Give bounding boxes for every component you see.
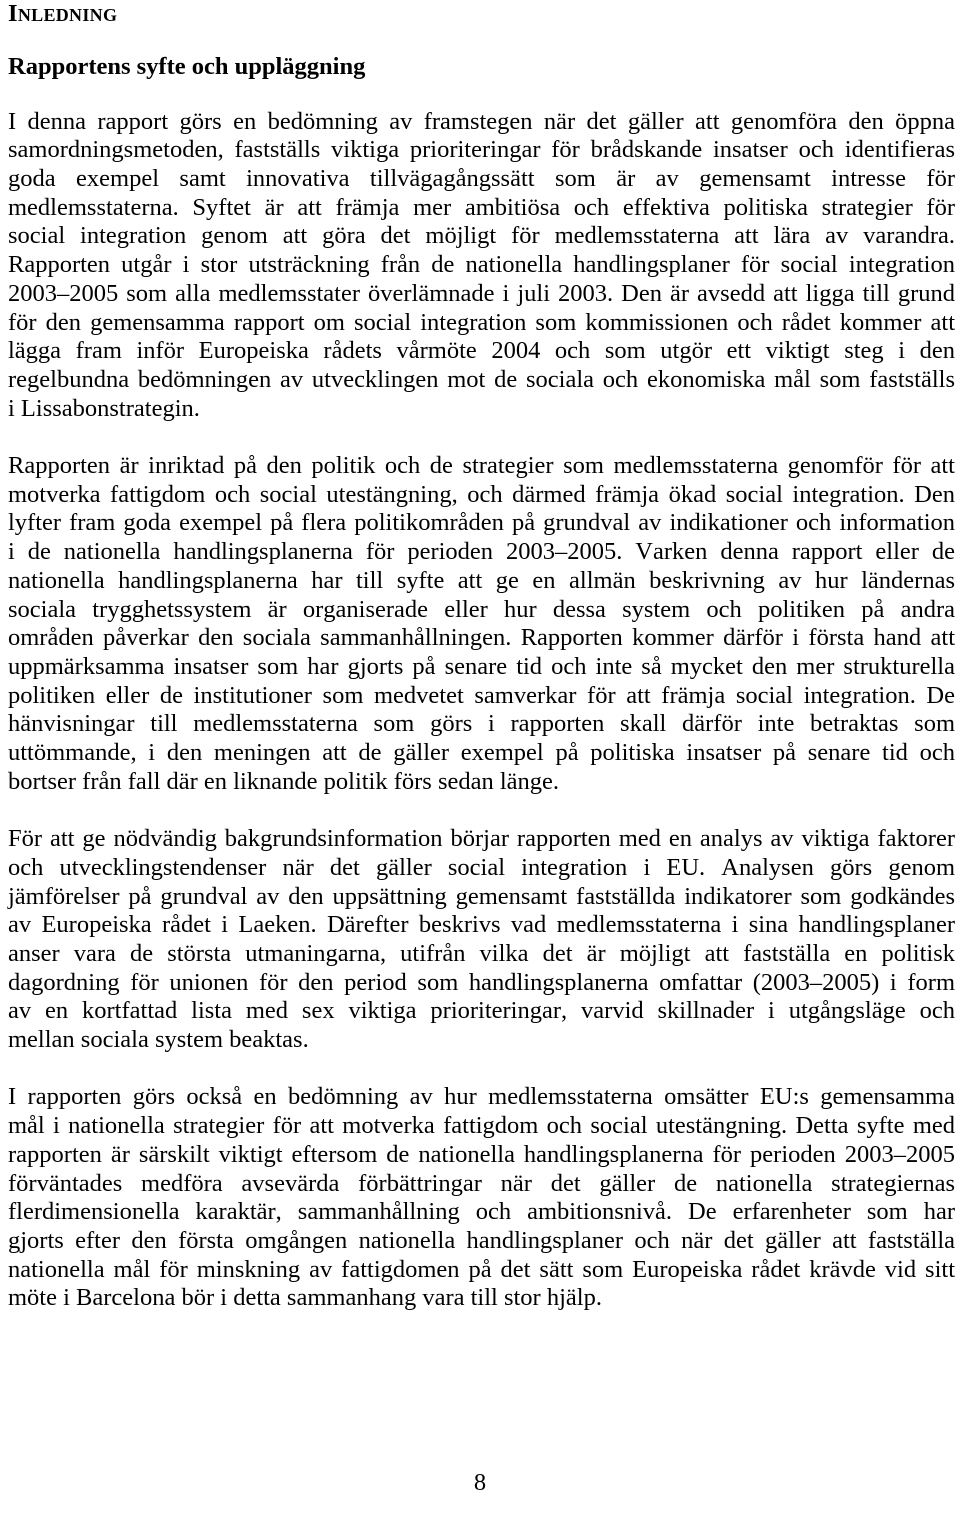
text-line: medlemsstaterna. Syftet är att främja mer ambitiösa och effektiva politiska strategier för [8, 193, 955, 221]
text-line: av Europeiska rådet i Laeken. Därefter beskrivs vad medlemsstaterna i sina handlingsplaner [8, 911, 955, 939]
body-paragraph [8, 1083, 955, 1313]
body-paragraph [8, 825, 955, 1055]
text-line: sociala trygghetssystem är organiserade eller hur dessa system och politiken på andra [8, 595, 955, 623]
text-line: motverka fattigdom och social utestängning, och därmed främja ökad social integration. Den [8, 480, 955, 508]
text-line: anser vara de största utmaningarna, utifrån vilka det är möjligt att fastställa en politisk [8, 939, 955, 967]
text-line: goda exempel samt innovativa tillvägagångssätt som är av gemensamt intresse för [8, 165, 955, 192]
text-line: förväntades medföra avsevärda förbättringar när det gäller de nationella strategiernas [8, 1169, 955, 1197]
body-text [8, 108, 955, 1342]
text-line: flerdimensionella karaktär, sammanhållning och ambitionsnivå. De erfarenheter som har [8, 1198, 955, 1226]
text-line: av en kortfattad lista med sex viktiga prioriteringar, varvid skillnader i utgångsläge och [8, 997, 955, 1025]
text-line: lyfter fram goda exempel på flera politikområden på grundval av indikationer och information [8, 509, 955, 537]
body-paragraph [8, 452, 955, 796]
text-line: gjorts efter den första omgången nationella handlingsplaner och när det gäller att fastställa [8, 1226, 955, 1254]
text-line: För att ge nödvändig bakgrundsinformation börjar rapporten med en analys av viktiga faktorer [8, 825, 955, 853]
text-line: mål i nationella strategier för att motverka fattigdom och social utestängning. Detta syfte med [8, 1112, 955, 1140]
text-line: nationella handlingsplanerna har till syfte att ge en allmän beskrivning av hur ländernas [8, 566, 955, 594]
text-line: 2003–2005 som alla medlemsstater överlämnade i juli 2003. Den är avsedd att ligga till grund [8, 279, 955, 307]
text-line: dagordning för unionen för den period som handlingsplanerna omfattar (2003–2005) i form [8, 968, 955, 996]
text-line: hänvisningar till medlemsstaterna som görs i rapporten skall därför inte betraktas som [8, 710, 955, 738]
text-line: I rapporten görs också en bedömning av hur medlemsstaterna omsätter EU:s gemensamma [8, 1083, 955, 1111]
text-line: social integration genom att göra det möjligt för medlemsstaterna att lära av varandra. [8, 222, 955, 250]
text-line: möte i Barcelona bör i detta sammanhang vara till stor hjälp. [8, 1284, 602, 1312]
text-line: områden påverkar den sociala sammanhållningen. Rapporten kommer därför i första hand att [8, 624, 955, 652]
text-line: bortser från fall där en liknande politik förs sedan länge. [8, 767, 560, 795]
text-line: regelbundna bedömningen av utvecklingen mot de sociala och ekonomiska mål som fastställs [8, 365, 955, 393]
text-line: i Lissabonstrategin. [8, 394, 200, 422]
text-line: uttömmande, i den meningen att de gäller exempel på politiska insatser på senare tid och [8, 739, 955, 767]
text-line: politiken eller de institutioner som medvetet samverkar för att främja social integration. De [8, 681, 955, 709]
body-paragraph [8, 108, 955, 424]
text-line: lägga fram inför Europeiska rådets vårmöte 2004 och som utgör ett viktigt steg i den [8, 337, 955, 365]
text-line: för den gemensamma rapport om social integration som kommissionen och rådet kommer att [8, 308, 955, 336]
text-line: Rapporten är inriktad på den politik och de strategier som medlemsstaterna genomför för att [8, 452, 955, 480]
text-line: mellan sociala system beaktas. [8, 1026, 309, 1054]
text-line: rapporten är särskilt viktigt eftersom de nationella handlingsplanerna för perioden 2003–2005 [8, 1140, 955, 1168]
text-line: uppmärksamma insatser som har gjorts på senare tid och inte så mycket den mer strukturella [8, 652, 955, 680]
text-line: i de nationella handlingsplanerna för perioden 2003–2005. Varken denna rapport eller de [8, 538, 955, 566]
text-line: Rapporten utgår i stor utsträckning från de nationella handlingsplaner för social integration [8, 251, 955, 279]
text-line: nationella mål för minskning av fattigdomen på det sätt som Europeiska rådet krävde vid sitt [8, 1255, 955, 1283]
section-heading: INLEDNING [8, 0, 118, 27]
text-line: och utvecklingstendenser när det gäller social integration i EU. Analysen görs genom [8, 853, 955, 881]
text-line: samordningsmetoden, fastställs viktiga prioriteringar för brådskande insatser och identifieras [8, 136, 955, 164]
page-number: 8 [473, 1469, 487, 1496]
text-line: I denna rapport görs en bedömning av framstegen när det gäller att genomföra den öppna [8, 107, 955, 135]
text-line: jämförelser på grundval av den uppsättning gemensamt fastställda indikatorer som godkändes [8, 882, 955, 910]
subsection-heading: Rapportens syfte och uppläggning [8, 52, 366, 80]
